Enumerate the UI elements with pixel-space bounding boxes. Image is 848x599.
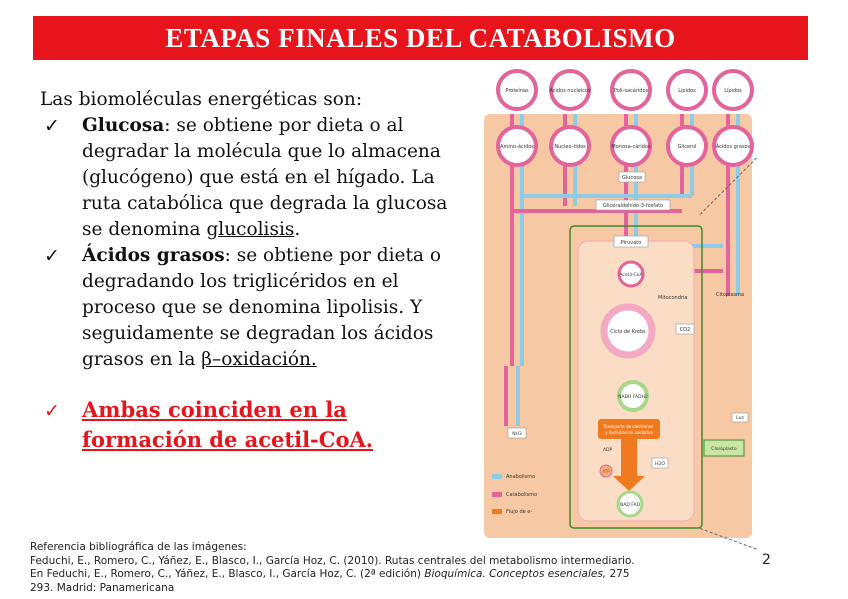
- label-atp: ATP: [602, 469, 610, 474]
- term-acidos-grasos: Ácidos grasos: [82, 245, 225, 266]
- label-nucleotidos: Nucleó-tidos: [554, 144, 586, 150]
- body-text: [40, 87, 470, 455]
- glucosa-end: .: [294, 219, 301, 240]
- label-transporte: Transporte de electrones y fosforilación oxidativa: [603, 424, 654, 435]
- label-nadh: NADH FADH2: [618, 395, 648, 400]
- highlight-text: Ambas coinciden en la formación de acetil-CoA.: [82, 397, 374, 452]
- beta-oxidacion-link: β–oxidación.: [201, 349, 317, 370]
- label-acidos-grasos: Ácidos grasos: [715, 144, 751, 150]
- label-polisacaridos: Poli-sacáridos: [613, 88, 649, 94]
- highlight-statement: [40, 395, 470, 455]
- slide-title: ETAPAS FINALES DEL CATABOLISMO: [165, 22, 676, 53]
- transport-box: [598, 419, 660, 439]
- label-cloroplasto: Cloroplasto: [711, 447, 737, 452]
- label-acidos-nucleicos: Ácidos nucleicos: [549, 88, 591, 94]
- acidos-description: : se obtiene por dieta o degradando los triglicéridos en el proceso que se denomina lipolisis. Y seguidamente se degradan los ácidos grasos en la: [82, 245, 441, 370]
- references-line-3: 293. Madrid: Panamericana: [30, 581, 175, 594]
- checkmark-icon: ✓: [44, 115, 60, 137]
- label-nad: NAD FAD: [619, 503, 641, 508]
- references-line-1: Feduchi, E., Romero, C., Yáñez, E., Blasco, I., García Hoz, C. (2010). Rutas centrales del metabolismo intermediario.: [30, 554, 635, 567]
- label-mitocondria: Mitocondria: [658, 295, 688, 301]
- references-line-2-end: 275: [606, 568, 630, 580]
- label-nh3: NH3: [512, 432, 522, 437]
- label-lipidos-1: Lípidos: [678, 88, 696, 94]
- legend-catabolismo: Catabolismo: [506, 492, 538, 498]
- label-co2: CO2: [679, 327, 691, 333]
- label-monosacaridos: Monosa-cáridos: [611, 144, 651, 150]
- label-proteinas: Proteínas: [505, 88, 529, 94]
- legend-flujo: Flujo de e-: [506, 509, 533, 515]
- page-number: 2: [762, 552, 771, 568]
- references-line-2-italic: Bioquímica. Conceptos esenciales,: [424, 568, 607, 580]
- slide-title-banner: [33, 16, 808, 60]
- references-line-2-plain: En Feduchi, E., Romero, C., Yáñez, E., Blasco, I., García Hoz, C. (2ª edición): [30, 568, 425, 580]
- metabolism-diagram: [478, 66, 756, 542]
- label-glucosa: Glucosa: [622, 175, 642, 181]
- glucolisis-link: glucolisis: [206, 219, 295, 240]
- references-heading: Referencia bibliográfica de las imágenes:: [30, 541, 247, 553]
- label-glicerol: Glicerol: [677, 144, 697, 150]
- label-aminoacidos: Amino-ácidos: [500, 144, 534, 150]
- label-citoplasma: Citoplasma: [716, 292, 745, 298]
- label-piruvato: Piruvato: [620, 240, 642, 246]
- legend-anabolismo: Anabolismo: [506, 474, 536, 480]
- references: [30, 541, 730, 595]
- label-krebs: Ciclo de Krebs: [610, 329, 646, 335]
- list-item-acidos-grasos: [40, 243, 470, 373]
- glucosa-description: : se obtiene por dieta o al degradar la molécula que lo almacena (glucógeno) que está en el hígado. La ruta catabólica que degrada la glucosa se denomina: [82, 115, 448, 240]
- label-adp: ADP: [603, 448, 613, 453]
- label-acetil-coa: Acetil-CoA: [619, 273, 643, 278]
- intro-text: Las biomoléculas energéticas son:: [40, 89, 363, 110]
- list-item-glucosa: [40, 113, 470, 243]
- label-lipidos-2: Lípidos: [724, 88, 742, 94]
- term-glucosa: Glucosa: [82, 115, 165, 136]
- references-line-2: [30, 568, 730, 582]
- checkmark-icon: ✓: [44, 245, 60, 267]
- label-luz: Luz: [736, 416, 744, 421]
- label-g3p: Gliceraldehído-3-fosfato: [602, 203, 664, 209]
- label-h2o: H2O: [655, 462, 665, 467]
- checkmark-icon: ✓: [44, 400, 60, 422]
